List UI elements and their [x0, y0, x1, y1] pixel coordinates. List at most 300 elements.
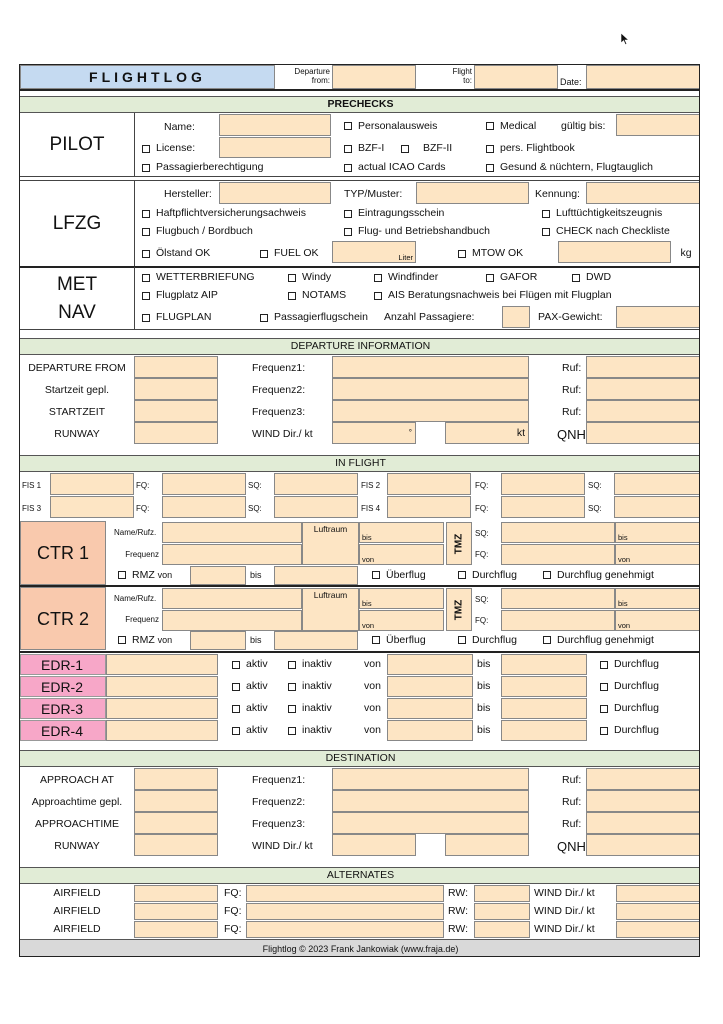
gafor-checkbox[interactable]	[484, 270, 564, 285]
checkbox-label: Durchflug	[614, 680, 659, 693]
startzeit-field[interactable]	[134, 400, 218, 422]
icao-cards-checkbox[interactable]	[342, 160, 482, 175]
edr1-durchflug-checkbox[interactable]	[598, 657, 698, 672]
alternate2-fq-field[interactable]	[246, 903, 444, 920]
checkbox-label: BZF-II	[423, 142, 453, 155]
mtow-input[interactable]	[558, 241, 671, 263]
ctr1-tmz-von-field[interactable]	[615, 544, 700, 565]
eintragung-checkbox[interactable]	[342, 206, 522, 221]
checkbox-label: Flugbuch / Bordbuch	[156, 225, 253, 238]
met-section-label: MET	[56, 273, 98, 295]
ctr2-frequenz-field[interactable]	[162, 610, 302, 631]
edr4-inaktiv-checkbox[interactable]	[286, 723, 356, 738]
edr2-bis-field[interactable]	[501, 676, 587, 697]
fis2-label: FIS 2	[361, 481, 381, 490]
alternate3-rw-label: RW:	[448, 923, 469, 936]
alternate1-airfield-field[interactable]	[134, 885, 218, 902]
edr3-field[interactable]	[106, 698, 218, 719]
checkbox-icon	[543, 636, 551, 644]
edr1-inaktiv-checkbox[interactable]	[286, 657, 356, 672]
checkbox-label: aktiv	[246, 702, 268, 715]
oelstand-checkbox[interactable]	[140, 245, 250, 262]
edr1-von-field[interactable]	[387, 654, 473, 675]
pilot-name-input[interactable]	[219, 114, 331, 136]
frequenz2-field[interactable]	[332, 378, 529, 400]
ctr2-rmz-bis-field[interactable]	[274, 631, 358, 650]
dest-runway-label: RUNWAY	[54, 839, 100, 852]
dest-frequenz2-field[interactable]	[332, 790, 529, 812]
departure-heading: DEPARTURE INFORMATION	[20, 338, 700, 355]
bzf1-checkbox[interactable]	[342, 140, 402, 157]
fis1-sq-field[interactable]	[274, 473, 358, 495]
lfzg-section-label: LFZG	[52, 212, 102, 234]
fis2-sq-field[interactable]	[614, 473, 700, 495]
checkbox-label: FUEL OK	[274, 247, 319, 260]
checkbox-icon	[572, 274, 580, 282]
checkbox-icon	[288, 274, 296, 282]
windfinder-checkbox[interactable]	[372, 270, 472, 285]
qnh-field[interactable]	[586, 422, 700, 444]
ctr2-name-field[interactable]	[162, 588, 302, 609]
lufttuechtig-checkbox[interactable]	[540, 206, 700, 221]
von-label: von	[157, 634, 173, 645]
edr2-von-field[interactable]	[387, 676, 473, 697]
liter-unit: Liter	[398, 252, 413, 262]
checkbox-icon	[458, 571, 466, 579]
departure-from-label: Departure from:	[294, 67, 330, 85]
ctr1-luftraum-field[interactable]	[302, 522, 359, 565]
passagierberechtigung-checkbox[interactable]	[140, 160, 340, 175]
divider	[20, 329, 700, 330]
mtow-checkbox[interactable]	[456, 245, 556, 262]
checkbox-icon	[142, 250, 150, 258]
checkbox-icon	[600, 727, 608, 735]
checkbox-icon	[458, 636, 466, 644]
dest-ruf3-field[interactable]	[586, 812, 700, 834]
runway-label: RUNWAY	[54, 427, 100, 440]
checkbox-label: Flug- und Betriebshandbuch	[358, 225, 490, 238]
ctr2-fq-field[interactable]	[501, 610, 615, 631]
fis1-fq-field[interactable]	[162, 473, 246, 495]
inflight-heading: IN FLIGHT	[20, 455, 700, 472]
alternate3-airfield-label: AIRFIELD	[53, 923, 101, 936]
checkbox-icon	[288, 705, 296, 713]
ruf3-field[interactable]	[586, 400, 700, 422]
ais-checkbox[interactable]	[372, 288, 692, 303]
edr2-field[interactable]	[106, 676, 218, 697]
anzahl-passagiere-label: Anzahl Passagiere:	[384, 311, 475, 324]
kennung-label: Kennung:	[535, 188, 580, 201]
frequenz2-label: Frequenz2:	[252, 383, 306, 396]
checkbox-label: Haftpflichtversicherungsachweis	[156, 207, 306, 220]
checkbox-label: inaktiv	[302, 724, 332, 737]
dest-wind-label: WIND Dir./ kt	[252, 839, 313, 852]
typ-input[interactable]	[416, 182, 529, 204]
date-label: Date:	[560, 77, 582, 87]
edr2-durchflug-checkbox[interactable]	[598, 679, 698, 694]
checkbox-icon	[142, 292, 150, 300]
divider	[134, 180, 135, 266]
ctr1-sq-label: SQ:	[475, 529, 489, 538]
edr2-inaktiv-checkbox[interactable]	[286, 679, 356, 694]
checkbox-label: Windfinder	[388, 271, 439, 284]
wind-direction-field[interactable]	[332, 422, 416, 444]
ctr2-rmz-checkbox[interactable]	[116, 633, 196, 647]
frequenz1-label: Frequenz1:	[252, 361, 306, 374]
divider	[134, 267, 135, 329]
edr4-bis-label: bis	[477, 724, 491, 737]
edr1-aktiv-checkbox[interactable]	[230, 657, 290, 672]
approachtime-field[interactable]	[134, 812, 218, 834]
checkbox-icon	[374, 292, 382, 300]
ctr2-luftraum-field[interactable]	[302, 588, 359, 631]
alternate3-fq-field[interactable]	[246, 921, 444, 938]
fis4-fq-field[interactable]	[501, 496, 585, 518]
ruf1-label: Ruf:	[562, 361, 582, 374]
bzf2-checkbox[interactable]	[399, 140, 469, 157]
bis-label: bis	[618, 532, 628, 542]
ctr1-tmz-bis-field[interactable]	[615, 522, 700, 543]
runway-field[interactable]	[134, 422, 218, 444]
ctr1-luftraum-von-field[interactable]	[359, 544, 444, 565]
divider	[134, 113, 135, 176]
bis-label: bis	[362, 532, 372, 542]
checkbox-label: DWD	[586, 271, 612, 284]
ctr2-rmz-von-field[interactable]	[190, 631, 246, 650]
kennung-input[interactable]	[586, 182, 700, 204]
haftpflicht-checkbox[interactable]	[140, 206, 340, 221]
frequenz1-field[interactable]	[332, 356, 529, 378]
alternate3-wind-label: WIND Dir./ kt	[534, 923, 595, 936]
checkbox-icon	[232, 705, 240, 713]
dest-frequenz2-label: Frequenz2:	[252, 795, 306, 808]
edr3-bis-field[interactable]	[501, 698, 587, 719]
edr4-label: EDR-4	[20, 720, 106, 741]
ctr2-luftraum-von-field[interactable]	[359, 610, 444, 631]
checkbox-icon	[232, 661, 240, 669]
ctr1-name-field[interactable]	[162, 522, 302, 543]
checkbox-label: Lufttüchtigkeitszeugnis	[556, 207, 663, 220]
edr1-bis-field[interactable]	[501, 654, 587, 675]
approachtime-geplant-field[interactable]	[134, 790, 218, 812]
personalausweis-checkbox[interactable]	[342, 117, 482, 135]
departure-from-input[interactable]	[332, 65, 416, 89]
fis3-label: FIS 3	[22, 504, 42, 513]
divider	[20, 180, 700, 181]
checkbox-label: RMZ	[132, 633, 155, 646]
dest-ruf3-label: Ruf:	[562, 817, 582, 830]
license-input[interactable]	[219, 137, 331, 158]
fis4-label: FIS 4	[361, 504, 381, 513]
checkbox-icon	[142, 164, 150, 172]
dest-runway-field[interactable]	[134, 834, 218, 856]
dest-frequenz3-label: Frequenz3:	[252, 817, 306, 830]
checkbox-label: Durchflug genehmigt	[557, 568, 654, 581]
checkbox-icon	[600, 661, 608, 669]
ruf1-field[interactable]	[586, 356, 700, 378]
edr3-aktiv-checkbox[interactable]	[230, 701, 290, 716]
checkbox-label: aktiv	[246, 724, 268, 737]
checkbox-label: aktiv	[246, 658, 268, 671]
checkbox-icon	[458, 250, 466, 258]
ctr2-durchflug-checkbox[interactable]	[456, 633, 540, 647]
edr3-durchflug-checkbox[interactable]	[598, 701, 698, 716]
hersteller-input[interactable]	[219, 182, 331, 204]
dest-qnh-label: QNH	[557, 838, 586, 854]
flugplan-checkbox[interactable]	[140, 310, 260, 325]
edr1-field[interactable]	[106, 654, 218, 675]
fis2-fq-field[interactable]	[501, 473, 585, 495]
ctr1-rmz-bis-label: bis	[250, 569, 262, 580]
alternate2-rw-field[interactable]	[474, 903, 530, 920]
von-label: von	[362, 620, 375, 630]
checkbox-label: License:	[156, 142, 196, 155]
departure-from-row-label: DEPARTURE FROM	[28, 361, 126, 374]
dest-wind-direction-field[interactable]	[332, 834, 416, 856]
pax-gewicht-input[interactable]	[616, 306, 700, 328]
checkbox-icon	[142, 228, 150, 236]
alternate2-wind-field[interactable]	[616, 903, 700, 920]
edr3-bis-label: bis	[477, 702, 491, 715]
edr1-von-label: von	[364, 658, 381, 671]
alternate2-airfield-field[interactable]	[134, 903, 218, 920]
flightbook-checkbox[interactable]	[484, 140, 634, 157]
prechecks-heading: PRECHECKS	[20, 96, 700, 113]
checkbox-icon	[142, 210, 150, 218]
ctr1-name-label: Name/Rufz.	[114, 528, 157, 537]
checkbox-label: pers. Flightbook	[500, 142, 575, 155]
ctr1-frequenz-field[interactable]	[162, 544, 302, 565]
fis3-fq-field[interactable]	[162, 496, 246, 518]
wetterbriefung-checkbox[interactable]	[140, 270, 300, 285]
ctr2-luftraum-bis-field[interactable]	[359, 588, 444, 609]
checkbox-icon	[260, 314, 268, 322]
ctr1-rmz-bis-field[interactable]	[274, 566, 358, 585]
ctr1-luftraum-bis-field[interactable]	[359, 522, 444, 543]
edr2-aktiv-checkbox[interactable]	[230, 679, 290, 694]
approachtime-label: APPROACHTIME	[34, 817, 119, 830]
notams-checkbox[interactable]	[286, 288, 366, 303]
ctr2-tmz-bis-field[interactable]	[615, 588, 700, 609]
checkbox-label: Durchflug	[614, 724, 659, 737]
checkbox-label: MTOW OK	[472, 247, 524, 260]
alternate3-airfield-field[interactable]	[134, 921, 218, 938]
fis1-fq-label: FQ:	[136, 481, 150, 490]
checkbox-label: inaktiv	[302, 680, 332, 693]
divider	[20, 176, 700, 177]
alternate1-rw-field[interactable]	[474, 885, 530, 902]
alternate2-airfield-label: AIRFIELD	[53, 905, 101, 918]
dest-ruf2-field[interactable]	[586, 790, 700, 812]
edr3-von-label: von	[364, 702, 381, 715]
checkbox-label: inaktiv	[302, 702, 332, 715]
ctr2-ueberflug-checkbox[interactable]	[370, 633, 454, 647]
checkbox-label: Passagierflugschein	[274, 311, 368, 324]
checkbox-label: RMZ	[132, 568, 155, 581]
fis2-sq-label: SQ:	[588, 481, 602, 490]
checkbox-label: Flugplatz AIP	[156, 289, 218, 302]
ctr1-sq-field[interactable]	[501, 522, 615, 543]
form-title: FLIGHTLOG	[20, 65, 275, 89]
fuel-checkbox[interactable]	[258, 245, 338, 262]
checkbox-label: Eintragungsschein	[358, 207, 445, 220]
frequenz3-label: Frequenz3:	[252, 405, 306, 418]
checkliste-checkbox[interactable]	[540, 224, 700, 239]
frequenz3-field[interactable]	[332, 400, 529, 422]
checkbox-icon	[288, 727, 296, 735]
ctr2-tmz-von-field[interactable]	[615, 610, 700, 631]
checkbox-label: WETTERBRIEFUNG	[156, 271, 255, 284]
checkbox-icon	[486, 145, 494, 153]
wind-label: WIND Dir./ kt	[252, 427, 313, 440]
checkbox-label: Durchflug	[472, 568, 517, 581]
ctr2-tmz-label: TMZ	[446, 588, 472, 631]
flight-to-input[interactable]	[474, 65, 558, 89]
alternate1-fq-label: FQ:	[224, 887, 242, 900]
edr2-label: EDR-2	[20, 676, 106, 697]
fis2-field[interactable]	[387, 473, 471, 495]
fis1-label: FIS 1	[22, 481, 42, 490]
edr2-von-label: von	[364, 680, 381, 693]
ruf3-label: Ruf:	[562, 405, 582, 418]
alternate2-wind-label: WIND Dir./ kt	[534, 905, 595, 918]
ctr2-sq-label: SQ:	[475, 595, 489, 604]
von-label: von	[362, 554, 375, 564]
checkbox-icon	[344, 145, 352, 153]
alternate2-fq-label: FQ:	[224, 905, 242, 918]
handbuch-checkbox[interactable]	[342, 224, 532, 239]
checkbox-icon	[344, 164, 352, 172]
divider	[20, 266, 700, 268]
von-label: von	[618, 620, 631, 630]
checkbox-icon	[344, 228, 352, 236]
dest-wind-speed-field[interactable]	[445, 834, 529, 856]
nav-section-label: NAV	[58, 301, 96, 323]
destination-heading: DESTINATION	[20, 750, 700, 767]
ctr2-durchflug-genehmigt-checkbox[interactable]	[541, 633, 700, 647]
dest-frequenz1-field[interactable]	[332, 768, 529, 790]
medical-valid-until-input[interactable]	[616, 114, 700, 136]
checkbox-icon	[372, 571, 380, 579]
date-input[interactable]	[586, 65, 700, 89]
checkbox-label: Passagierberechtigung	[156, 161, 264, 174]
dwd-checkbox[interactable]	[570, 270, 650, 285]
edr4-bis-field[interactable]	[501, 720, 587, 741]
ctr1-rmz-checkbox[interactable]	[116, 568, 196, 582]
checkbox-icon	[374, 274, 382, 282]
edr3-von-field[interactable]	[387, 698, 473, 719]
edr3-label: EDR-3	[20, 698, 106, 719]
fuel-liter-input[interactable]	[332, 241, 416, 263]
checkbox-label: Personalausweis	[358, 119, 438, 132]
checkbox-label: Durchflug	[614, 702, 659, 715]
checkbox-label: Windy	[302, 271, 332, 284]
passagierflugschein-checkbox[interactable]	[258, 310, 378, 325]
fis4-sq-label: SQ:	[588, 504, 602, 513]
footer: Flightlog © 2023 Frank Jankowiak (www.fraja.de)	[20, 939, 700, 957]
checkbox-label: NOTAMS	[302, 289, 347, 302]
fis3-field[interactable]	[50, 496, 134, 518]
checkbox-icon	[486, 274, 494, 282]
luftraum-label: Luftraum	[313, 590, 348, 600]
ctr2-frequenz-label: Frequenz	[125, 615, 159, 624]
checkbox-icon	[401, 145, 409, 153]
degree-unit: °	[408, 428, 412, 437]
flight-to-label: Flight to:	[452, 67, 472, 85]
gesund-checkbox[interactable]	[484, 160, 699, 175]
checkbox-icon	[288, 683, 296, 691]
departure-from-field[interactable]	[134, 356, 218, 378]
checkbox-label: Überflug	[386, 568, 426, 581]
checkbox-label: aktiv	[246, 680, 268, 693]
pax-gewicht-label: PAX-Gewicht:	[538, 311, 603, 324]
fis3-sq-field[interactable]	[274, 496, 358, 518]
ctr2-rmz-bis-label: bis	[250, 634, 262, 645]
ctr2-fq-label: FQ:	[475, 616, 489, 625]
alternate1-fq-field[interactable]	[246, 885, 444, 902]
approachtime-geplant-label: Approachtime gepl.	[31, 795, 123, 808]
approach-at-field[interactable]	[134, 768, 218, 790]
alternate1-wind-field[interactable]	[616, 885, 700, 902]
fis4-fq-label: FQ:	[475, 504, 489, 513]
ruf2-field[interactable]	[586, 378, 700, 400]
alternates-heading: ALTERNATES	[20, 867, 700, 884]
anzahl-passagiere-input[interactable]	[502, 306, 530, 328]
dest-qnh-field[interactable]	[586, 834, 700, 856]
checkbox-icon	[260, 250, 268, 258]
checkbox-icon	[142, 314, 150, 322]
dest-ruf1-label: Ruf:	[562, 773, 582, 786]
ctr1-ueberflug-checkbox[interactable]	[370, 568, 454, 582]
license-checkbox[interactable]	[140, 140, 220, 157]
alternate3-rw-field[interactable]	[474, 921, 530, 938]
ctr1-durchflug-checkbox[interactable]	[456, 568, 540, 582]
edr4-field[interactable]	[106, 720, 218, 741]
checkbox-icon	[600, 705, 608, 713]
checkbox-label: AIS Beratungsnachweis bei Flügen mit Flugplan	[388, 289, 612, 302]
dest-frequenz3-field[interactable]	[332, 812, 529, 834]
flugplatz-aip-checkbox[interactable]	[140, 288, 280, 303]
dest-ruf1-field[interactable]	[586, 768, 700, 790]
fis4-sq-field[interactable]	[614, 496, 700, 518]
edr4-von-field[interactable]	[387, 720, 473, 741]
windy-checkbox[interactable]	[286, 270, 366, 285]
alternate1-wind-label: WIND Dir./ kt	[534, 887, 595, 900]
checkbox-icon	[486, 164, 494, 172]
alternate2-rw-label: RW:	[448, 905, 469, 918]
edr4-durchflug-checkbox[interactable]	[598, 723, 698, 738]
luftraum-label: Luftraum	[313, 524, 348, 534]
qnh-label: QNH	[557, 426, 586, 442]
flightlog-form	[19, 64, 700, 957]
edr3-inaktiv-checkbox[interactable]	[286, 701, 356, 716]
alternate1-airfield-label: AIRFIELD	[53, 887, 101, 900]
ctr1-durchflug-genehmigt-checkbox[interactable]	[541, 568, 700, 582]
fis4-field[interactable]	[387, 496, 471, 518]
ctr2-sq-field[interactable]	[501, 588, 615, 609]
alternate3-wind-field[interactable]	[616, 921, 700, 938]
fis1-field[interactable]	[50, 473, 134, 495]
checkbox-label: FLUGPLAN	[156, 311, 212, 324]
flugbuch-checkbox[interactable]	[140, 224, 340, 239]
ctr1-rmz-von-field[interactable]	[190, 566, 246, 585]
startzeit-geplant-field[interactable]	[134, 378, 218, 400]
wind-speed-field[interactable]	[445, 422, 529, 444]
checkbox-icon	[542, 228, 550, 236]
ctr1-fq-field[interactable]	[501, 544, 615, 565]
edr4-aktiv-checkbox[interactable]	[230, 723, 290, 738]
checkbox-label: inaktiv	[302, 658, 332, 671]
